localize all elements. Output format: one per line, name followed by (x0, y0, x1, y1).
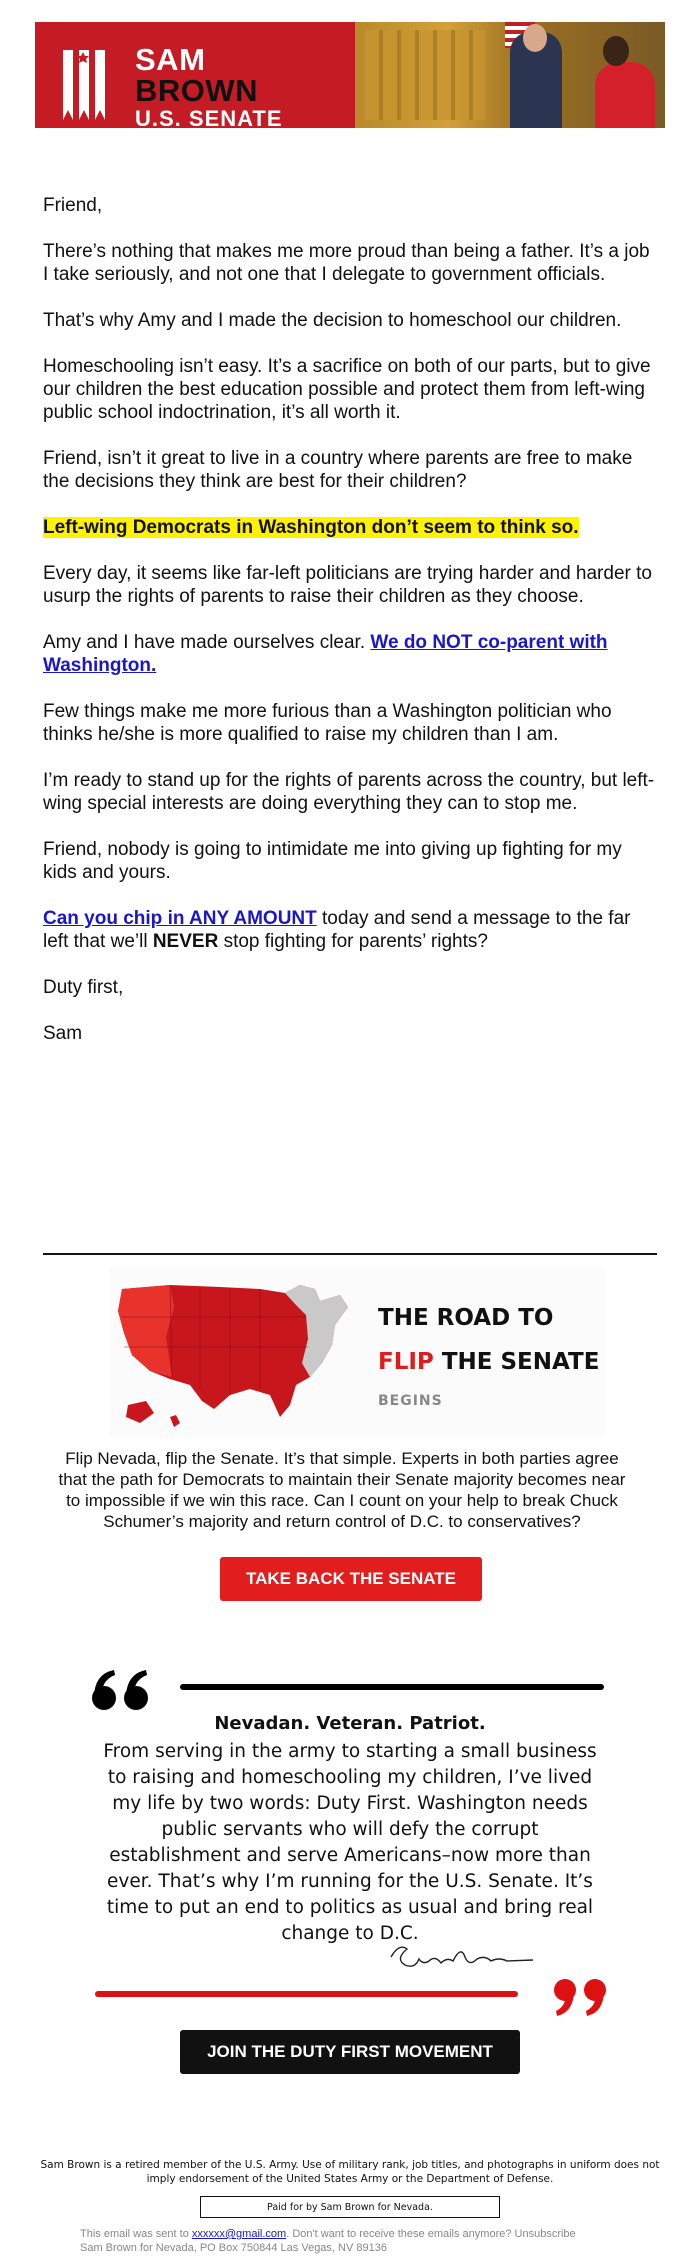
flag-logo-icon (59, 50, 123, 122)
flip-nevada-paragraph: Flip Nevada, flip the Senate. It’s that simple. Experts in both parties agree that the path for Democrats to maintain their Senate majority becomes near to impossible if we win this race. Can I count on your help to break Chuck Schumer’s majority and return control of D.C. to conservatives? (58, 1449, 626, 1531)
signature-name: Sam (43, 1023, 83, 1044)
take-back-senate-button[interactable]: TAKE BACK THE SENATE (220, 1557, 482, 1601)
logo-senate: U.S. SENATE (135, 106, 283, 128)
logo-text (135, 44, 283, 128)
open-quote-icon (90, 1668, 152, 1712)
banner-line-3: BEGINS (378, 1393, 443, 1409)
woman-head (603, 36, 629, 66)
chip-in-link[interactable]: Can you chip in ANY AMOUNT (43, 908, 317, 929)
quote-heading: Nevadan. Veteran. Patriot. (214, 1713, 486, 1734)
header-banner (35, 22, 665, 128)
unsubscribe-link[interactable]: Don't want to receive these emails anymore? Unsubscribe (292, 2228, 576, 2240)
paragraph-2: That’s why Amy and I made the decision to homeschool our children. (43, 310, 622, 331)
banner-flip: FLIP (378, 1349, 434, 1375)
footer-line-1: This email was sent to xxxxxx@gmail.com. Don't want to receive these emails anymore? Unsubscribe (80, 2228, 576, 2240)
paragraph-7-text: Amy and I have made ourselves clear. (43, 632, 366, 653)
road-to-flip-banner (110, 1267, 605, 1437)
paragraph-11-text-a: today and send a message to the far left that we’ll (43, 908, 631, 952)
highlighted-text: Left-wing Democrats in Washington don’t seem to think so. (43, 517, 579, 538)
logo-sam: SAM (135, 42, 206, 77)
never-text: NEVER (152, 931, 219, 952)
machinery-graphic (365, 30, 485, 120)
greeting: Friend, (43, 195, 103, 216)
paragraph-4: Friend, isn’t it great to live in a country where parents are free to make the decisions they think are best for their children? (43, 448, 633, 492)
paragraph-3: Homeschooling isn’t easy. It’s a sacrifice on both of our parts, but to give our children the best education possible and protect them from left-wing public school indoctrination, it’s all worth it. (43, 356, 651, 423)
logo-brown: BROWN (135, 73, 259, 108)
paragraph-6: Every day, it seems like far-left politicians are trying harder and harder to usurp the rights of parents to raise their children as they choose. (43, 563, 652, 607)
banner-line-2-rest: THE SENATE (441, 1349, 600, 1375)
banner-line-1: THE ROAD TO (378, 1305, 554, 1331)
quote-bottom-line (95, 1991, 518, 1997)
header-photo (355, 22, 665, 128)
paragraph-7 (43, 631, 655, 677)
section-divider (43, 1253, 657, 1255)
military-disclaimer: Sam Brown is a retired member of the U.S. Army. Use of military rank, job titles, and photographs in uniform does not imply endorsement of the United States Army or the Department of Defense. (40, 2159, 660, 2185)
paragraph-5 (43, 516, 655, 539)
paid-for-box: Paid for by Sam Brown for Nevada. (200, 2196, 500, 2218)
close-quote-icon (553, 1978, 609, 2018)
sent-to-text: This email was sent to (80, 2228, 189, 2240)
man-head (523, 24, 547, 52)
join-movement-button[interactable]: JOIN THE DUTY FIRST MOVEMENT (180, 2030, 520, 2074)
footer-address: Sam Brown for Nevada, PO Box 750844 Las Vegas, NV 89136 (80, 2242, 387, 2254)
paragraph-9: I’m ready to stand up for the rights of parents across the country, but left-wing special interests are doing everything they can to stop me. (43, 770, 655, 814)
signoff: Duty first, (43, 977, 124, 998)
paragraph-1: There’s nothing that makes me more proud than being a father. It’s a job I take seriously, and not one that I delegate to government officials. (43, 241, 650, 285)
paragraph-10: Friend, nobody is going to intimidate me into giving up fighting for my kids and yours. (43, 839, 622, 883)
letter-body (43, 194, 655, 1068)
quote-top-line (180, 1684, 604, 1690)
banner-line-2 (378, 1349, 599, 1375)
paragraph-8: Few things make me more furious than a Washington politician who thinks he/she is more qualified to raise my children than I am. (43, 701, 612, 745)
recipient-email-link[interactable]: xxxxxx@gmail.com (191, 2228, 287, 2240)
quote-body: From serving in the army to starting a small business to raising and homeschooling my children, I’ve lived my life by two words: Duty First. Washington needs public servants who will defy the corrupt establishment and serve Americans–now more than ever. That’s why I’m running for the U.S. Senate. It’s time to put an end to politics as usual and bring real change to D.C. (103, 1741, 597, 1944)
paragraph-11-text-b: stop fighting for parents’ rights? (223, 931, 488, 952)
footer (80, 2227, 680, 2255)
signature-icon (385, 1935, 535, 1975)
co-parent-link[interactable]: We do NOT co-parent with Washington. (43, 632, 608, 676)
paragraph-11 (43, 907, 655, 953)
us-map-icon (110, 1267, 370, 1437)
woman-figure (595, 62, 655, 128)
